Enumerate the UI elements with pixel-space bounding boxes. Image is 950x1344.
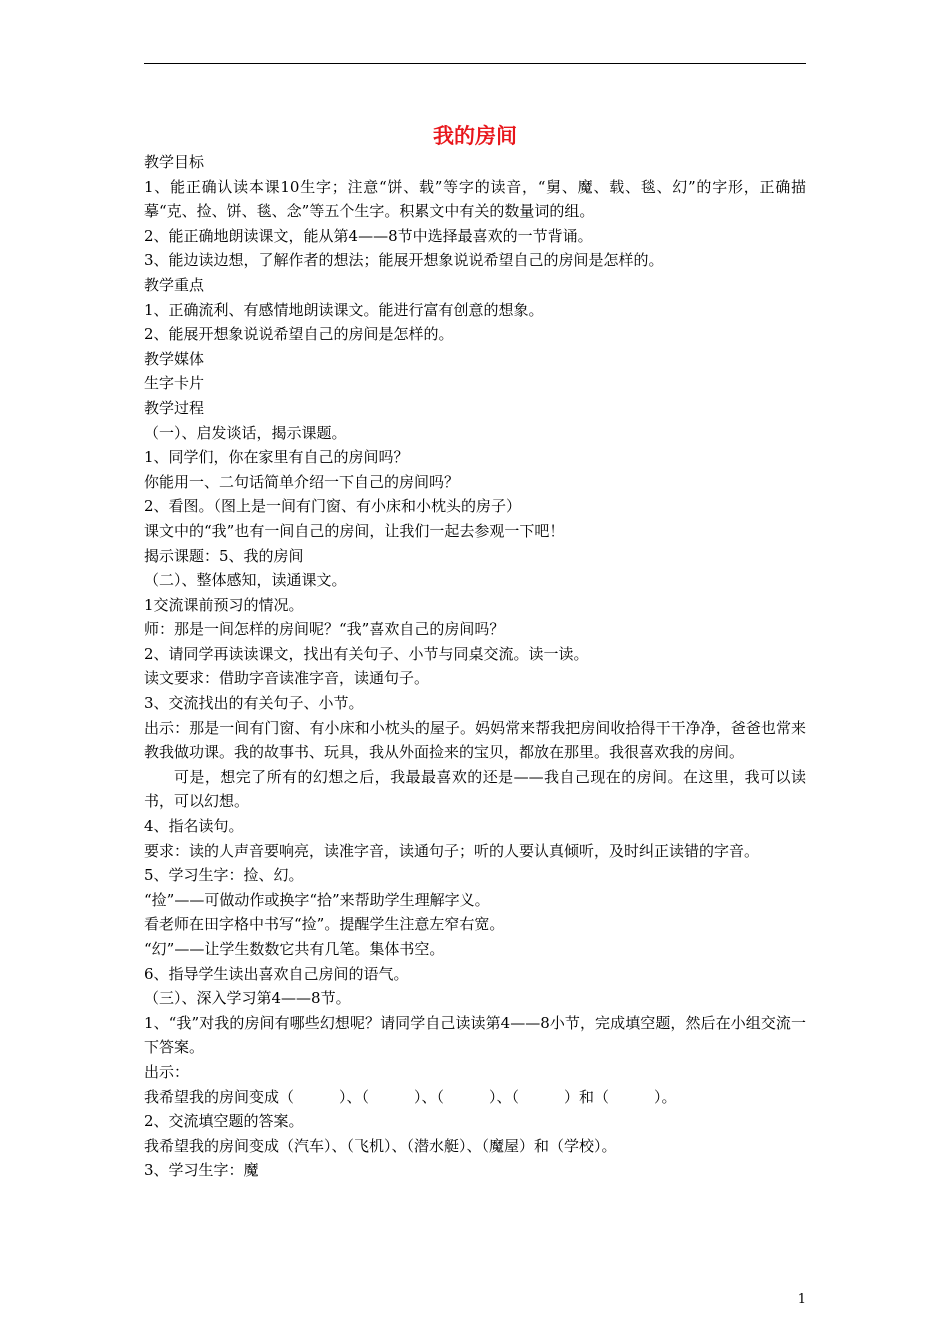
paragraph: 揭示课题：5、我的房间 bbox=[144, 546, 304, 565]
document-body bbox=[144, 150, 806, 1183]
paragraph: 教学过程 bbox=[144, 398, 205, 417]
paragraph: 1交流课前预习的情况。 bbox=[144, 595, 304, 614]
paragraph: 课文中的“我”也有一间自己的房间，让我们一起去参观一下吧！ bbox=[144, 521, 565, 540]
paragraph: 生字卡片 bbox=[144, 374, 205, 393]
paragraph: 1、正确流利、有感情地朗读课文。能进行富有创意的想象。 bbox=[144, 300, 544, 319]
paragraph: 5、学习生字：捡、幻。 bbox=[144, 866, 304, 885]
paragraph: 3、交流找出的有关句子、小节。 bbox=[144, 694, 364, 713]
paragraph: 3、学习生字：魔 bbox=[144, 1161, 259, 1180]
paragraph: 1、“我”对我的房间有哪些幻想呢？请同学自己读读第4——8小节，完成填空题，然后在小组交流一下答案。 bbox=[144, 1013, 806, 1057]
paragraph: 我希望我的房间变成（汽车）、（飞机）、（潜水艇）、（魔屋）和（学校）。 bbox=[144, 1136, 617, 1155]
paragraph: 2、能正确地朗读课文，能从第4——8节中选择最喜欢的一节背诵。 bbox=[144, 226, 593, 245]
paragraph: 教学目标 bbox=[144, 153, 205, 171]
paragraph: 6、指导学生读出喜欢自己房间的语气。 bbox=[144, 964, 409, 983]
paragraph: 1、同学们，你在家里有自己的房间吗？ bbox=[144, 448, 409, 467]
paragraph: 读文要求：借助字音读准字音，读通句子。 bbox=[144, 669, 430, 688]
paragraph: 看老师在田字格中书写“捡”。提醒学生注意左窄右宽。 bbox=[144, 915, 505, 934]
paragraph: “幻”——让学生数数它共有几笔。集体书空。 bbox=[144, 940, 445, 958]
paragraph: （三）、深入学习第4——8节。 bbox=[144, 989, 351, 1008]
paragraph: “捡”——可做动作或换字“拾”来帮助学生理解字义。 bbox=[144, 890, 490, 909]
paragraph: 你能用一、二句话简单介绍一下自己的房间吗？ bbox=[144, 472, 460, 491]
paragraph: 2、请同学再读读课文，找出有关句子、小节与同桌交流。读一读。 bbox=[144, 644, 589, 663]
paragraph: 2、看图。（图上是一间有门窗、有小床和小枕头的房子） bbox=[144, 497, 522, 516]
page-number: 1 bbox=[797, 1292, 806, 1307]
header-rule bbox=[144, 63, 806, 64]
paragraph: 教学重点 bbox=[144, 275, 205, 294]
paragraph: 4、指名读句。 bbox=[144, 817, 244, 836]
paragraph: 出示：那是一间有门窗、有小床和小枕头的屋子。妈妈常来帮我把房间收拾得干干净净，爸爸也常来教我做功课。我的故事书、玩具，我从外面捡来的宝贝，都放在那里。我很喜欢我的房间。 bbox=[144, 718, 806, 762]
paragraph: 要求：读的人声音要响亮，读准字音，读通句子；听的人要认真倾听，及时纠正读错的字音。 bbox=[144, 841, 760, 860]
paragraph: 1、能正确认读本课10生字；注意“饼、载”等字的读音，“舅、魔、载、毯、幻”的字形，正确描摹“克、捡、饼、毯、念”等五个生字。积累文中有关的数量词的组。 bbox=[144, 177, 806, 221]
paragraph: 2、交流填空题的答案。 bbox=[144, 1112, 304, 1131]
paragraph: 出示： bbox=[144, 1062, 190, 1081]
paragraph: 2、能展开想象说说希望自己的房间是怎样的。 bbox=[144, 325, 454, 344]
paragraph: （一）、启发谈话，揭示课题。 bbox=[144, 423, 347, 442]
paragraph: 教学媒体 bbox=[144, 349, 205, 368]
paragraph: （二）、整体感知，读通课文。 bbox=[144, 571, 347, 590]
paragraph: 可是，想完了所有的幻想之后，我最最喜欢的还是——我自己现在的房间。在这里，我可以读书，可以幻想。 bbox=[144, 767, 806, 811]
document-title: 我的房间 bbox=[433, 123, 517, 148]
paragraph: 师：那是一间怎样的房间呢？“我”喜欢自己的房间吗？ bbox=[144, 620, 505, 639]
paragraph: 我希望我的房间变成（ ）、（ ）、（ ）、（ ）和（ ）。 bbox=[144, 1087, 677, 1106]
paragraph: 3、能边读边想，了解作者的想法；能展开想象说说希望自己的房间是怎样的。 bbox=[144, 251, 664, 270]
